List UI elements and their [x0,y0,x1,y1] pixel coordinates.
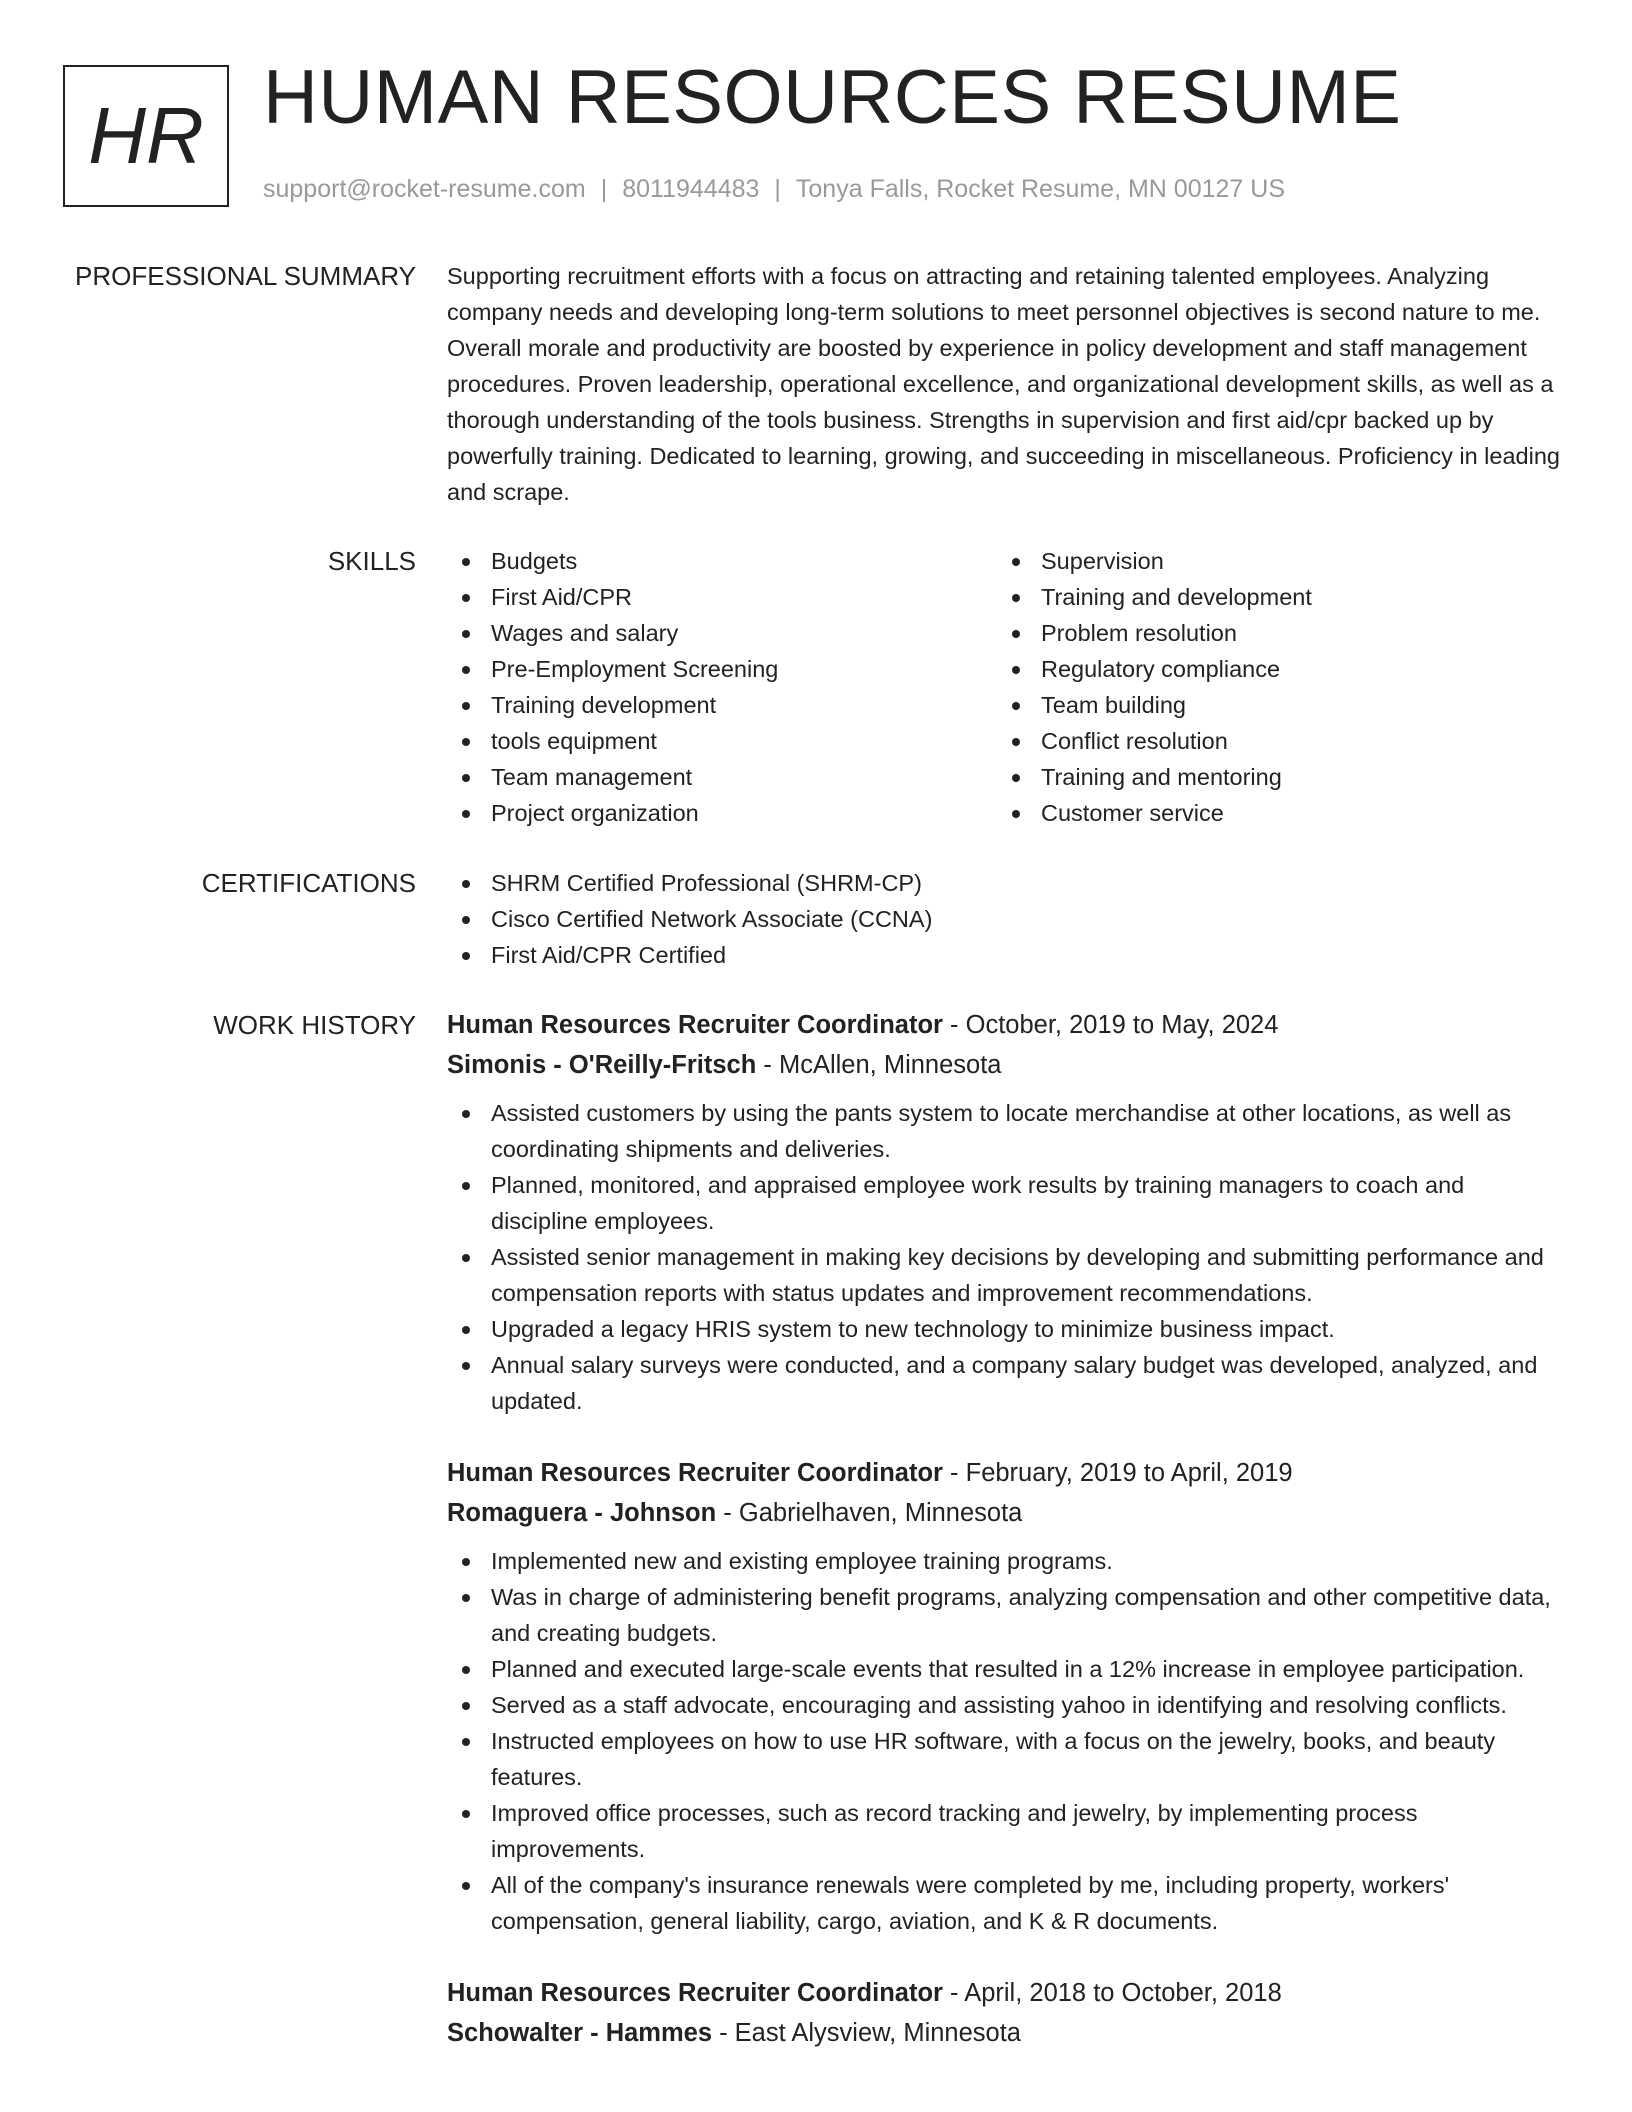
skill-item [447,759,997,795]
contact-separator: | [600,175,608,203]
bullet-icon [1012,594,1020,602]
skill-item-text: Team management [491,764,693,790]
skill-item [447,615,997,651]
job-location: - Gabrielhaven, Minnesota [716,1499,1023,1527]
job-entry [447,1005,1565,1419]
job-title: Human Resources Recruiter Coordinator [447,1979,943,2007]
job-duty-item-text: Planned, monitored, and appraised employee work results by training managers to coach and discipline employees. [491,1172,1465,1234]
bullet-icon [462,1110,470,1118]
jobs-container [447,1005,1565,2087]
bullet-icon [462,594,470,602]
job-duty-item [447,1579,1565,1651]
skill-item [997,795,1547,831]
job-company: Simonis - O'Reilly-Fritsch [447,1051,757,1079]
job-title-line [447,1973,1565,2013]
job-duty-item [447,1239,1565,1311]
skill-item-text: Project organization [491,800,699,826]
skill-item-text: Budgets [491,548,578,574]
job-dates: - October, 2019 to May, 2024 [942,1011,1279,1039]
job-duty-item [447,1687,1565,1723]
job-duty-item-text: Instructed employees on how to use HR software, with a focus on the jewelry, books, and beauty features. [491,1728,1496,1790]
job-duty-item-text: Served as a staff advocate, encouraging and assisting yahoo in identifying and resolving conflicts. [491,1692,1507,1718]
skill-item-text: First Aid/CPR [491,584,633,610]
contact-email[interactable]: support@rocket-resume.com [263,175,586,203]
bullet-icon [462,1254,470,1262]
job-duty-item [447,1651,1565,1687]
skill-item-text: Training and mentoring [1041,764,1282,790]
skill-item-text: Team building [1041,692,1187,718]
certification-item [447,901,1565,937]
skill-item-text: Problem resolution [1041,620,1237,646]
bullet-icon [1012,702,1020,710]
skill-item [997,687,1547,723]
contact-line [263,175,1285,204]
bullet-icon [1012,810,1020,818]
skill-item [997,651,1547,687]
skill-item [447,651,997,687]
bullet-icon [462,1182,470,1190]
skill-item-text: Supervision [1041,548,1164,574]
job-title-line [447,1005,1565,1045]
skill-item-text: Regulatory compliance [1041,656,1281,682]
bullet-icon [462,1558,470,1566]
certifications-list [447,865,1565,973]
skill-item [997,579,1547,615]
job-company-line [447,2013,1565,2053]
job-duty-item-text: All of the company's insurance renewals were completed by me, including property, workers' compensation, general liability, cargo, aviation, and K & R documents. [491,1872,1450,1934]
job-company-line [447,1045,1565,1085]
certification-item [447,937,1565,973]
skill-item [447,579,997,615]
skill-item-text: Training and development [1041,584,1312,610]
bullet-icon [462,1810,470,1818]
job-duty-item [447,1311,1565,1347]
job-entry [447,1453,1565,1939]
job-duty-item-text: Planned and executed large-scale events that resulted in a 12% increase in employee participation. [491,1656,1525,1682]
bullet-icon [462,1326,470,1334]
job-duty-item [447,1723,1565,1795]
skill-item-text: Pre-Employment Screening [491,656,779,682]
job-company-line [447,1493,1565,1533]
skill-item-text: Conflict resolution [1041,728,1228,754]
bullet-icon [462,1666,470,1674]
skills-list-left [447,543,997,831]
job-title: Human Resources Recruiter Coordinator [447,1011,943,1039]
skill-item [997,543,1547,579]
section-label-summary: PROFESSIONAL SUMMARY [75,261,416,291]
job-duty-item [447,1795,1565,1867]
certification-item [447,865,1565,901]
job-duty-item [447,1543,1565,1579]
job-location: - McAllen, Minnesota [756,1051,1002,1079]
certification-item-text: SHRM Certified Professional (SHRM-CP) [491,870,922,896]
job-duty-item [447,1167,1565,1239]
skill-item-text: Wages and salary [491,620,679,646]
summary-text: Supporting recruitment efforts with a focus on attracting and retaining talented employees. Analyzing company needs and developing long-term solutions to meet personnel objectives is second nature to me. Overall morale and productivity are boosted by experience in policy development and staff management procedures. Proven leadership, operational excellence, and organizational development skills, as well as a thorough understanding of the tools business. Strengths in supervision and first aid/cpr backed up by powerfully training. Dedicated to learning, growing, and succeeding in miscellaneous. Proficiency in leading and scrape. [447,263,1560,505]
job-entry [447,1973,1565,2053]
job-duty-item-text: Annual salary surveys were conducted, and a company salary budget was developed, analyzed, and updated. [491,1352,1538,1414]
bullet-icon [462,810,470,818]
job-dates: - February, 2019 to April, 2019 [942,1459,1293,1487]
job-duty-item-text: Improved office processes, such as record tracking and jewelry, by implementing process improvements. [491,1800,1418,1862]
bullet-icon [1012,666,1020,674]
contact-separator: | [774,175,781,203]
bullet-icon [462,738,470,746]
bullet-icon [462,774,470,782]
job-duty-item-text: Assisted senior management in making key decisions by developing and submitting performance and compensation reports with status updates and improvement recommendations. [491,1244,1544,1306]
bullet-icon [462,558,470,566]
bullet-icon [1012,738,1020,746]
bullet-icon [462,630,470,638]
skill-item-text: Customer service [1041,800,1224,826]
contact-phone[interactable]: 8011944483 [622,175,760,203]
job-company: Schowalter - Hammes [447,2019,713,2047]
job-duty-item-text: Implemented new and existing employee training programs. [491,1548,1113,1574]
certification-item-text: First Aid/CPR Certified [491,942,727,968]
skill-item-text: Training development [491,692,717,718]
bullet-icon [462,1702,470,1710]
job-company: Romaguera - Johnson [447,1499,717,1527]
section-label-work-history: WORK HISTORY [213,1010,416,1040]
bullet-icon [1012,630,1020,638]
skill-item [447,795,997,831]
bullet-icon [462,880,470,888]
job-duty-item-text: Was in charge of administering benefit programs, analyzing compensation and other competitive data, and creating budgets. [491,1584,1551,1646]
job-duties-list [447,1095,1565,1419]
bullet-icon [462,1738,470,1746]
bullet-icon [462,702,470,710]
bullet-icon [462,666,470,674]
job-title-line [447,1453,1565,1493]
job-title: Human Resources Recruiter Coordinator [447,1459,943,1487]
bullet-icon [1012,558,1020,566]
bullet-icon [462,952,470,960]
bullet-icon [462,1882,470,1890]
job-duties-list [447,1543,1565,1939]
bullet-icon [462,1594,470,1602]
skill-item [447,723,997,759]
section-label-skills: SKILLS [327,546,416,576]
contact-address: Tonya Falls, Rocket Resume, MN 00127 US [795,175,1285,203]
job-duty-item [447,1867,1565,1939]
job-location: - East Alysview, Minnesota [712,2019,1021,2047]
job-duty-item-text: Upgraded a legacy HRIS system to new technology to minimize business impact. [491,1316,1335,1342]
skill-item [997,615,1547,651]
certification-item-text: Cisco Certified Network Associate (CCNA) [491,906,933,932]
job-duty-item-text: Assisted customers by using the pants system to locate merchandise at other locations, as well as coordinating shipments and deliveries. [491,1100,1512,1162]
skills-list-right [997,543,1547,831]
monogram-logo: HR [63,65,229,207]
skill-item [997,723,1547,759]
skill-item [447,687,997,723]
bullet-icon [462,916,470,924]
skill-item [997,759,1547,795]
skill-item [447,543,997,579]
skill-item-text: tools equipment [491,728,657,754]
resume-title: HUMAN RESOURCES RESUME [263,55,1402,140]
job-duty-item [447,1347,1565,1419]
section-label-certifications: CERTIFICATIONS [201,868,416,898]
job-duty-item [447,1095,1565,1167]
job-dates: - April, 2018 to October, 2018 [942,1979,1282,2007]
bullet-icon [1012,774,1020,782]
bullet-icon [462,1362,470,1370]
